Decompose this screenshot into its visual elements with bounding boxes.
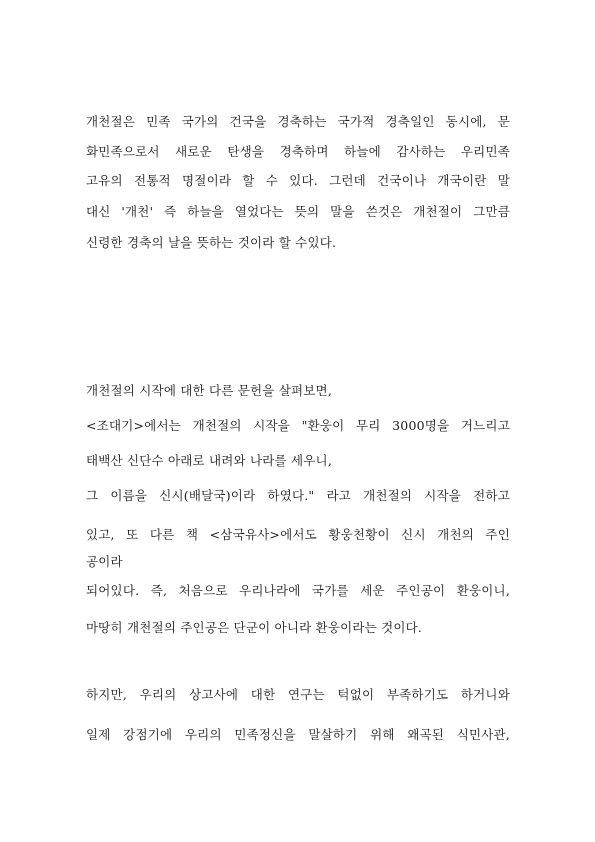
text-line: 일제 강점기에 우리의 민족정신을 말살하기 위해 왜곡된 식민사관, [86,727,510,742]
text-line: 마땅히 개천절의 주인공은 단군이 아니라 환웅이라는 것이다. [86,620,423,635]
text-line: 신령한 경축의 날을 뜻하는 것이라 할 수있다. [86,235,337,250]
text-line: 개천절은 민족 국가의 건국을 경축하는 국가적 경축일인 동시에, 문 [86,114,510,129]
text-line: 되어있다. 즉, 처음으로 우리나라에 국가를 세운 주인공이 환웅이니, [86,583,510,598]
text-line: 태백산 신단수 아래로 내려와 나라를 세우니, [86,453,332,468]
text-line: 공이라 [86,554,123,569]
text-line: 대신 '개천' 즉 하늘을 열었다는 뜻의 말을 쓴것은 개천절이 그만큼 [86,204,510,219]
text-line: 고유의 전통적 명절이라 할 수 있다. 그런데 건국이나 개국이란 말 [86,173,510,188]
text-line: 개천절의 시작에 대한 다른 문헌을 살펴보면, [86,383,332,398]
text-line: 하지만, 우리의 상고사에 대한 연구는 턱없이 부족하기도 하거니와 [86,687,510,702]
text-line: 있고, 또 다른 책 <삼국유사>에서도 황웅천황이 신시 개천의 주인 [86,527,510,542]
text-line: 화민족으로서 새로운 탄생을 경축하며 하늘에 감사하는 우리민족 [86,144,510,159]
text-line: 그 이름을 신시(배달국)이라 하였다." 라고 개천절의 시작을 전하고 [86,488,510,503]
text-line: <조대기>에서는 개천절의 시작을 "환웅이 무리 3000명을 거느리고 [86,418,510,433]
